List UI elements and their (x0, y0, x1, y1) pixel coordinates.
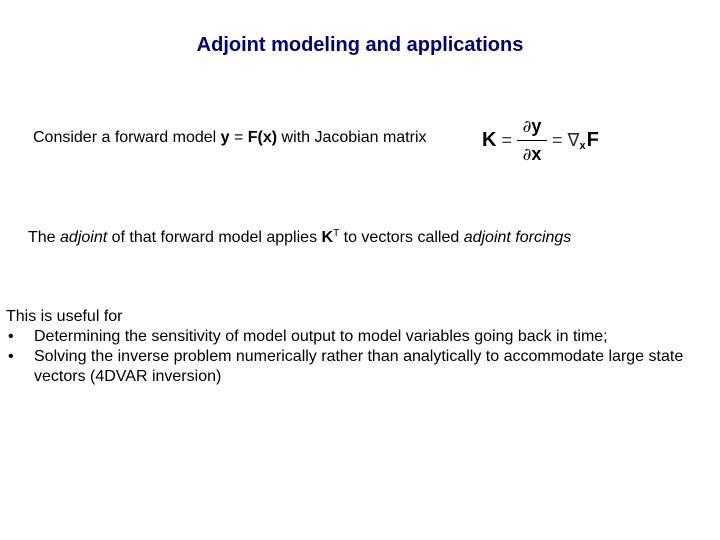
applications-intro: This is useful for (6, 308, 123, 325)
forward-model-sentence (33, 128, 427, 148)
adjoint-middle: of that forward model applies (107, 229, 322, 246)
jacobian-symbol: K (482, 128, 497, 151)
denominator-variable: x (531, 143, 542, 164)
list-item-text: Determining the sensitivity of model output to model variables going back in time; (34, 328, 608, 345)
partial-symbol: ∂ (522, 116, 532, 137)
jacobian-K: K (321, 229, 334, 246)
nabla-symbol: ∇ (567, 129, 580, 151)
partial-symbol: ∂ (522, 144, 532, 165)
numerator-variable: y (531, 115, 542, 136)
bullet: • (8, 348, 14, 365)
function-symbol: F (586, 128, 599, 151)
var-y: y (220, 129, 230, 146)
list-item-text: Solving the inverse problem numerically rather than analytically to accommodate large state vectors (4DVAR inversion) (34, 348, 684, 385)
fraction-denominator (523, 143, 542, 166)
nabla-subscript: x (579, 140, 586, 152)
list-item (6, 327, 706, 347)
equals-sign: = (501, 129, 512, 150)
slide-title: Adjoint modeling and applications (196, 34, 524, 56)
forward-model-function: F(x) (247, 129, 278, 146)
list-item (6, 347, 706, 387)
adjoint-middle-2: to vectors called (339, 229, 464, 246)
applications-list (6, 327, 706, 387)
fraction-numerator (523, 115, 542, 138)
jacobian-equation (482, 112, 599, 168)
transpose-superscript: T (333, 228, 340, 239)
applications-block (6, 307, 706, 387)
equals-sign: = (551, 129, 563, 150)
forward-model-suffix: with Jacobian matrix (277, 129, 427, 146)
fraction-bar (517, 140, 547, 141)
forward-model-prefix: Consider a forward model (33, 129, 221, 146)
adjoint-term: adjoint (60, 229, 108, 246)
adjoint-sentence (28, 228, 571, 248)
partial-derivative-fraction (517, 115, 547, 166)
bullet: • (8, 328, 14, 345)
equals: = (229, 129, 248, 146)
adjoint-forcings-term: adjoint forcings (463, 229, 572, 246)
adjoint-prefix: The (28, 229, 61, 246)
